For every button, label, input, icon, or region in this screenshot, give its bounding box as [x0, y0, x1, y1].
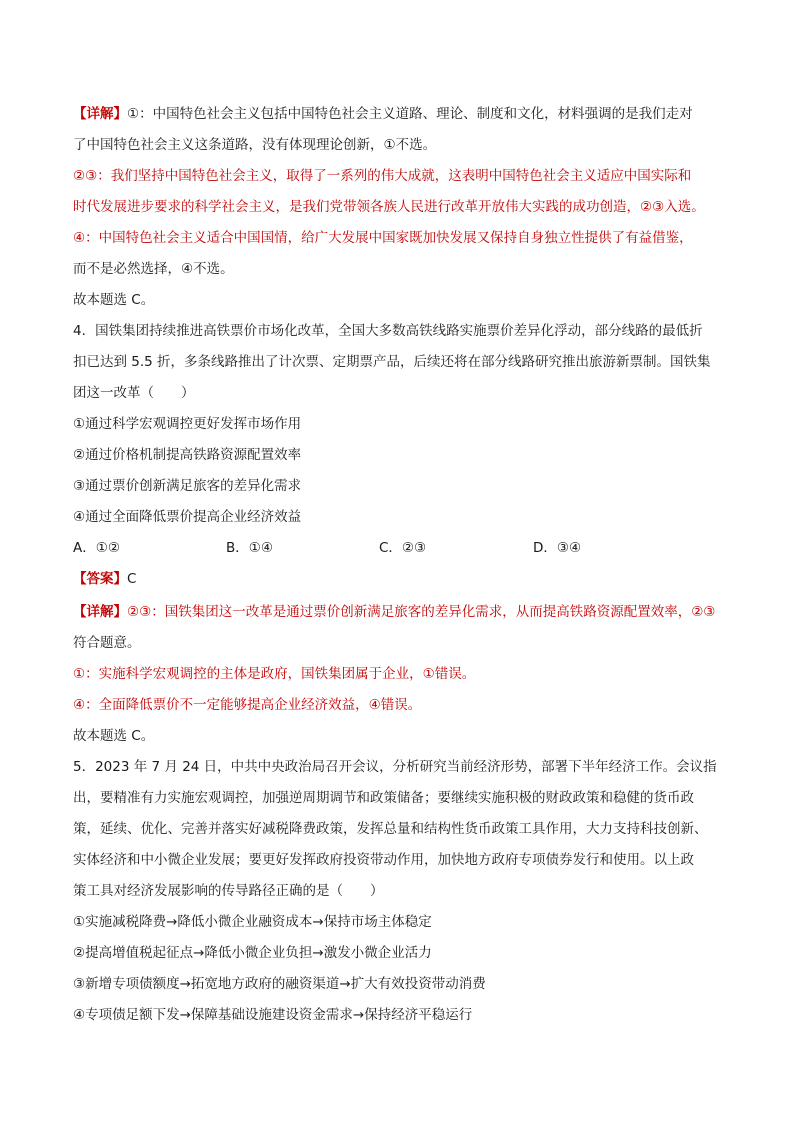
q5-stem-line-3: 策，延续、优化、完善并落实好减税降费政策，发挥总量和结构性货币政策工具作用，大力支持科技创新、 [73, 821, 708, 837]
q4-stem-line-1: 4．国铁集团持续推进高铁票价市场化改革，全国大多数高铁线路实施票价差异化浮动，部分线路的最低折 [73, 323, 703, 339]
q4-explanation-line-4: ④：全面降低票价不一定能够提高企业经济效益，④错误。 [73, 697, 422, 713]
q5-stem-line-5: 策工具对经济发展影响的传导路径正确的是（ ） [73, 883, 384, 899]
q4-item-4: ④通过全面降低票价提高企业经济效益 [73, 509, 302, 525]
q4-item-3: ③通过票价创新满足旅客的差异化需求 [73, 478, 302, 494]
q5-item-3: ③新增专项债额度→拓宽地方政府的融资渠道→扩大有效投资带动消费 [73, 976, 486, 992]
q4-explanation-line-1 [73, 602, 715, 622]
q3-explanation-line-3: ②③：我们坚持中国特色社会主义，取得了一系列的伟大成就，这表明中国特色社会主义适应中国实际和 [73, 168, 692, 184]
answer-tag: 【答案】 [73, 571, 127, 587]
q4-stem-line-3: 团这一改革（ ） [73, 385, 195, 401]
q4-explanation-line-3: ①：实施科学宏观调控的主体是政府，国铁集团属于企业，①错误。 [73, 666, 476, 682]
q4-explanation-line-2: 符合题意。 [73, 635, 141, 651]
q3-explanation-text-1: ①：中国特色社会主义包括中国特色社会主义道路、理论、制度和文化，材料强调的是我们走对 [127, 106, 693, 122]
q4-option-a: A．①② [73, 540, 120, 556]
q4-answer: C [127, 571, 137, 587]
q5-item-2: ②提高增值税起征点→降低小微企业负担→激发小微企业活力 [73, 945, 432, 961]
q3-explanation-line-1 [73, 104, 693, 124]
q3-explanation-line-5: ④：中国特色社会主义适合中国国情，给广大发展中国家既加快发展又保持自身独立性提供了有益借鉴， [73, 230, 693, 246]
q4-explanation-text-1: ②③：国铁集团这一改革是通过票价创新满足旅客的差异化需求，从而提高铁路资源配置效率，②③ [127, 604, 716, 620]
q4-item-1: ①通过科学宏观调控更好发挥市场作用 [73, 416, 302, 432]
q5-stem-line-1: 5．2023 年 7 月 24 日，中共中央政治局召开会议，分析研究当前经济形势，部署下半年经济工作。会议指 [73, 759, 717, 775]
q4-item-2: ②通过价格机制提高铁路资源配置效率 [73, 447, 302, 463]
explanation-tag: 【详解】 [73, 604, 127, 620]
q5-stem-line-2: 出，要精准有力实施宏观调控，加强逆周期调节和政策储备；要继续实施积极的财政政策和稳健的货币政 [73, 790, 694, 806]
q4-option-b: B．①④ [226, 540, 273, 556]
q5-stem-line-4: 实体经济和中小微企业发展；要更好发挥政府投资带动作用，加快地方政府专项债券发行和使用。以上政 [73, 852, 694, 868]
explanation-tag: 【详解】 [73, 106, 127, 122]
q4-option-c: C．②③ [379, 540, 427, 556]
q4-conclusion: 故本题选 C。 [73, 728, 155, 744]
q3-explanation-line-4: 时代发展进步要求的科学社会主义，是我们党带领各族人民进行改革开放伟大实践的成功创造，②③入选。 [73, 199, 705, 215]
q3-conclusion: 故本题选 C。 [73, 292, 155, 308]
q4-answer-line [73, 569, 136, 589]
q3-explanation-line-2: 了中国特色社会主义这条道路，没有体现理论创新，①不选。 [73, 137, 437, 153]
q5-item-4: ④专项债足额下发→保障基础设施建设资金需求→保持经济平稳运行 [73, 1007, 473, 1023]
q3-explanation-line-6: 而不是必然选择，④不选。 [73, 261, 234, 277]
q4-stem-line-2: 扣已达到 5.5 折，多条线路推出了计次票、定期票产品，后续还将在部分线路研究推出旅游新票制。国铁集 [73, 354, 711, 370]
q4-option-d: D．③④ [533, 540, 582, 556]
q5-item-1: ①实施减税降费→降低小微企业融资成本→保持市场主体稳定 [73, 914, 432, 930]
